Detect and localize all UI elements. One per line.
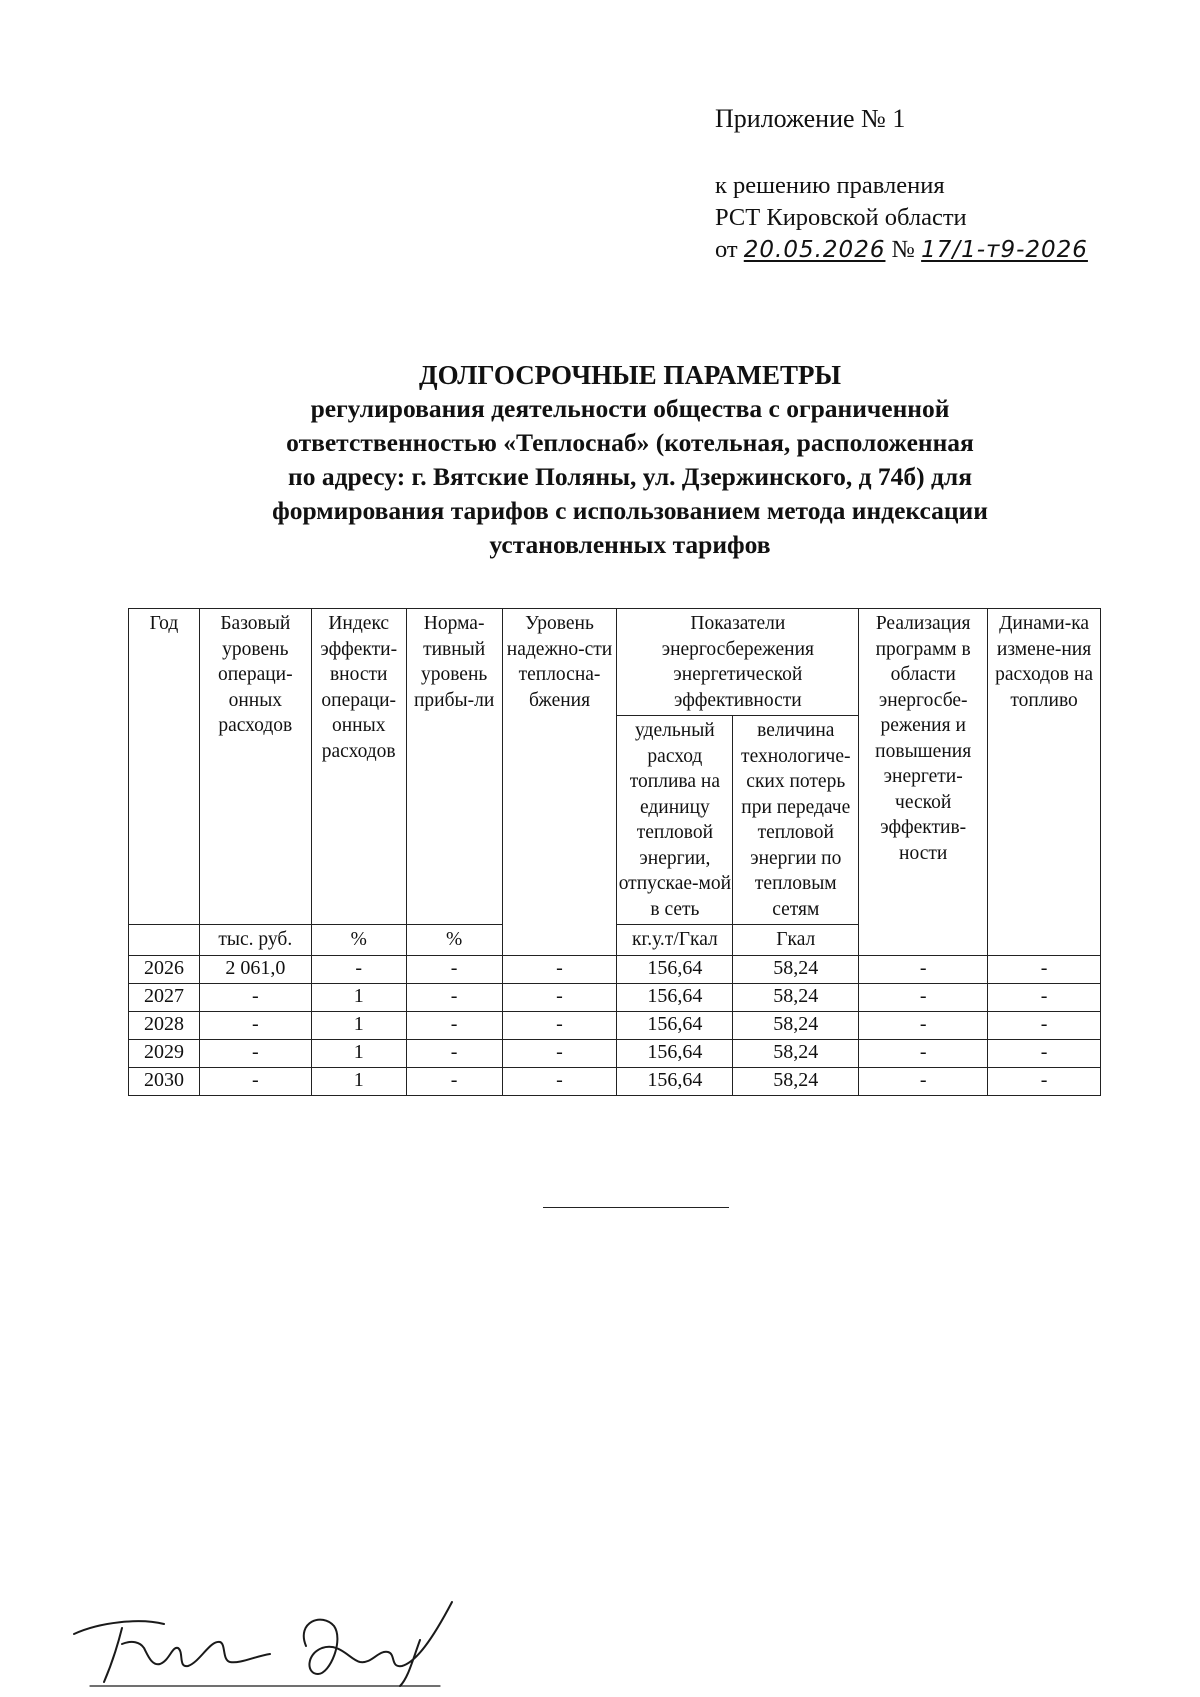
header-tech-losses: величина технологиче-ских потерь при передаче тепловой энергии по тепловым сетям <box>733 716 859 925</box>
cell-base: - <box>199 1067 311 1095</box>
cell-programs: - <box>859 955 988 983</box>
cell-programs: - <box>859 1067 988 1095</box>
decision-line-2: РСТ Кировской области <box>715 204 967 231</box>
unit-specific-fuel: кг.у.т/Гкал <box>617 925 733 956</box>
cell-year: 2026 <box>129 955 200 983</box>
cell-reliability: - <box>502 1011 617 1039</box>
cell-base: - <box>199 1039 311 1067</box>
cell-dynamics: - <box>988 1039 1101 1067</box>
cell-fuel: 156,64 <box>617 1039 733 1067</box>
unit-base-level: тыс. руб. <box>199 925 311 956</box>
date-prefix: от <box>715 236 738 263</box>
cell-profit: - <box>406 1067 502 1095</box>
cell-index: 1 <box>311 1039 406 1067</box>
header-year: Год <box>129 609 200 925</box>
cell-reliability: - <box>502 955 617 983</box>
cell-index: 1 <box>311 983 406 1011</box>
cell-losses: 58,24 <box>733 1039 859 1067</box>
unit-efficiency-index: % <box>311 925 406 956</box>
cell-year: 2029 <box>129 1039 200 1067</box>
cell-fuel: 156,64 <box>617 1067 733 1095</box>
cell-dynamics: - <box>988 1067 1101 1095</box>
cell-reliability: - <box>502 1067 617 1095</box>
cell-profit: - <box>406 1011 502 1039</box>
header-fuel-dynamics: Динами-ка измене-ния расходов на топливо <box>988 609 1101 956</box>
end-divider <box>543 1207 729 1208</box>
cell-year: 2027 <box>129 983 200 1011</box>
cell-losses: 58,24 <box>733 983 859 1011</box>
cell-dynamics: - <box>988 983 1101 1011</box>
cell-dynamics: - <box>988 1011 1101 1039</box>
parameters-table <box>128 608 1101 1096</box>
cell-index: 1 <box>311 1011 406 1039</box>
header-energy-saving-group: Показатели энергосбережения энергетической эффективности <box>617 609 859 716</box>
header-row-1 <box>129 609 1101 716</box>
cell-fuel: 156,64 <box>617 983 733 1011</box>
cell-year: 2028 <box>129 1011 200 1039</box>
title-line-3: по адресу: г. Вятские Поляны, ул. Дзержинского, д 74б) для <box>288 462 972 491</box>
title-line-1: регулирования деятельности общества с ограниченной <box>310 394 950 423</box>
table-row <box>129 983 1101 1011</box>
cell-losses: 58,24 <box>733 955 859 983</box>
cell-year: 2030 <box>129 1067 200 1095</box>
cell-base: - <box>199 1011 311 1039</box>
cell-fuel: 156,64 <box>617 1011 733 1039</box>
document-title <box>150 358 1110 562</box>
header-base-level: Базовый уровень операци-онных расходов <box>199 609 311 925</box>
header-programs: Реализация программ в области энергосбе-режения и повышения энергети-ческой эффектив-ности <box>859 609 988 956</box>
cell-reliability: - <box>502 1039 617 1067</box>
unit-normative-profit: % <box>406 925 502 956</box>
number-sign: № <box>891 236 915 263</box>
cell-profit: - <box>406 955 502 983</box>
unit-tech-losses: Гкал <box>733 925 859 956</box>
cell-index: - <box>311 955 406 983</box>
header-reliability: Уровень надежно-сти теплосна-бжения <box>502 609 617 956</box>
title-line-5: установленных тарифов <box>489 530 771 559</box>
decision-line-1: к решению правления <box>715 172 945 199</box>
cell-base: 2 061,0 <box>199 955 311 983</box>
cell-dynamics: - <box>988 955 1101 983</box>
header-specific-fuel: удельный расход топлива на единицу тепловой энергии, отпускае-мой в сеть <box>617 716 733 925</box>
decision-reference <box>715 170 1088 266</box>
cell-losses: 58,24 <box>733 1067 859 1095</box>
unit-year <box>129 925 200 956</box>
cell-losses: 58,24 <box>733 1011 859 1039</box>
table-row <box>129 1039 1101 1067</box>
handwritten-date: 20.05.2026 <box>743 237 886 263</box>
handwritten-number: 17/1-т9-2026 <box>921 237 1088 263</box>
cell-programs: - <box>859 983 988 1011</box>
header-normative-profit: Норма-тивный уровень прибы-ли <box>406 609 502 925</box>
table-row <box>129 955 1101 983</box>
title-line-2: ответственностью «Теплоснаб» (котельная, расположенная <box>286 428 974 457</box>
header-efficiency-index: Индекс эффекти-вности операци-онных расходов <box>311 609 406 925</box>
cell-base: - <box>199 983 311 1011</box>
handwritten-signature <box>60 1582 460 1692</box>
appendix-label: Приложение № 1 <box>715 104 906 133</box>
cell-reliability: - <box>502 983 617 1011</box>
title-main: ДОЛГОСРОЧНЫЕ ПАРАМЕТРЫ <box>419 360 841 390</box>
title-line-4: формирования тарифов с использованием метода индексации <box>272 496 988 525</box>
decision-date-number <box>715 234 1088 266</box>
cell-profit: - <box>406 983 502 1011</box>
table-row <box>129 1011 1101 1039</box>
cell-programs: - <box>859 1039 988 1067</box>
cell-fuel: 156,64 <box>617 955 733 983</box>
cell-programs: - <box>859 1011 988 1039</box>
cell-index: 1 <box>311 1067 406 1095</box>
table-row <box>129 1067 1101 1095</box>
cell-profit: - <box>406 1039 502 1067</box>
